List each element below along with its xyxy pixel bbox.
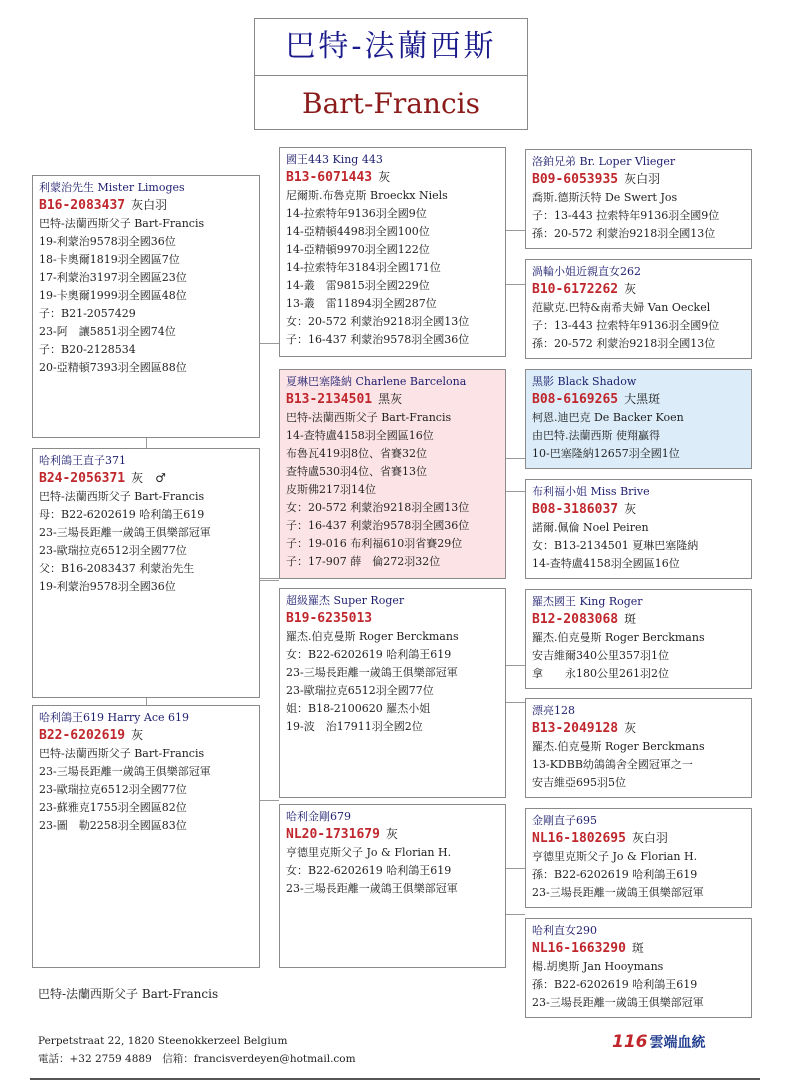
logo-text: 雲端血統 <box>649 1035 706 1051</box>
ring-number: B13-2049128 <box>532 721 619 736</box>
pedigree-card-ggp-7 <box>525 808 752 908</box>
bird-name: 夏琳巴塞隆納 Charlene Barcelona <box>286 375 467 388</box>
info-line: 14-亞精頓9970羽全國122位 <box>286 243 430 256</box>
ring-number: B08-6169265 <box>532 392 619 407</box>
info-line: 19-波 治17911羽全國2位 <box>286 720 423 733</box>
info-line: 19-利蒙治9578羽全國36位 <box>39 235 176 248</box>
ring-number: B13-2134501 <box>286 392 373 407</box>
info-line: 23-蘇雅克1755羽全國區82位 <box>39 801 187 814</box>
pedigree-card-gd-1 <box>279 369 506 579</box>
info-line: 女：B13-2134501 夏琳巴塞隆納 <box>532 539 699 552</box>
info-line: 楊.胡奧斯 Jan Hooymans <box>532 960 664 973</box>
info-line: 姐：B18-2100620 羅杰小姐 <box>286 702 431 715</box>
info-line: 19-卡奧爾1999羽全國區48位 <box>39 289 187 302</box>
info-line: 羅杰.伯克曼斯 Roger Berckmans <box>532 631 705 644</box>
bird-color: 灰 <box>131 728 144 742</box>
bird-name: 羅杰國王 King Roger <box>532 595 643 608</box>
info-line: 子：B20-2128534 <box>39 343 136 356</box>
info-line: 女：B22-6202619 哈利鴿王619 <box>286 864 452 877</box>
info-line: 14-查特盧4158羽全國區16位 <box>286 429 434 442</box>
bird-name: 洛鉑兄弟 Br. Loper Vlieger <box>532 155 676 168</box>
bird-name: 國王443 King 443 <box>286 153 383 166</box>
connector-line <box>505 702 525 703</box>
bird-name: 哈利金剛679 <box>286 810 351 823</box>
info-line: 尼爾斯.布魯克斯 Broeckx Niels <box>286 189 448 202</box>
bird-color: 黑灰 <box>378 392 403 406</box>
info-line: 14-查特盧4158羽全國區16位 <box>532 557 680 570</box>
info-line: 女：B22-6202619 哈利鴿王619 <box>286 648 452 661</box>
bottom-rule <box>30 1078 760 1080</box>
bird-name: 哈利鴿王619 Harry Ace 619 <box>39 711 189 724</box>
info-line: 女：20-572 利蒙治9218羽全國13位 <box>286 315 470 328</box>
ring-number: B22-6202619 <box>39 728 126 743</box>
connector-line <box>259 343 279 344</box>
bird-color: 灰 <box>624 721 637 735</box>
info-line: 23-三場長距離一歲鴿王俱樂部冠軍 <box>286 666 458 679</box>
info-line: 23-三場長距離一歲鴿王俱樂部冠軍 <box>286 882 458 895</box>
info-line: 喬斯.德斯沃特 De Swert Jos <box>532 191 678 204</box>
info-line: 亨德里克斯父子 Jo & Florian H. <box>532 850 698 863</box>
info-line: 14-拉索特年3184羽全國171位 <box>286 261 441 274</box>
info-line: 子：B21-2057429 <box>39 307 136 320</box>
ring-number: B19-6235013 <box>286 611 373 626</box>
contact-block <box>38 1032 356 1068</box>
info-line: 皮斯佛217羽14位 <box>286 483 376 496</box>
info-line: 由巴特.法蘭西斯 使翔贏得 <box>532 429 660 442</box>
info-line: 23-歐瑞拉克6512羽全國77位 <box>39 783 187 796</box>
connector-line <box>259 800 279 801</box>
info-line: 子：13-443 拉索特年9136羽全國9位 <box>532 319 720 332</box>
bird-color: 斑 <box>631 941 644 955</box>
info-line: 亨德里克斯父子 Jo & Florian H. <box>286 846 452 859</box>
info-line: 拿 永180公里261羽2位 <box>532 667 669 680</box>
logo-number: 116 <box>612 1032 648 1052</box>
bird-color: 灰白羽 <box>131 198 168 212</box>
info-line: 23-三場長距離一歲鴿王俱樂部冠軍 <box>39 526 211 539</box>
info-line: 查特盧530羽4位、省賽13位 <box>286 465 427 478</box>
pedigree-card-sire <box>32 175 260 438</box>
info-line: 子：16-437 利蒙治9578羽全國36位 <box>286 333 470 346</box>
owner-name: 巴特-法蘭西斯父子 Bart-Francis <box>38 987 219 1001</box>
pedigree-card-gs-2 <box>279 588 506 798</box>
bird-color: 大黑斑 <box>624 392 661 406</box>
pedigree-card-ggp-8 <box>525 918 752 1018</box>
pedigree-card-ggp-4 <box>525 479 752 579</box>
info-line: 23-三場長距離一歲鴿王俱樂部冠軍 <box>532 996 704 1009</box>
info-line: 13-叢 雷11894羽全國287位 <box>286 297 437 310</box>
info-line: 14-拉索特年9136羽全國9位 <box>286 207 427 220</box>
bird-color: 灰 <box>385 827 398 841</box>
info-line: 孫：20-572 利蒙治9218羽全國13位 <box>532 227 716 240</box>
info-line: 孫：20-572 利蒙治9218羽全國13位 <box>532 337 716 350</box>
pedigree-card-dam <box>32 705 260 968</box>
info-line: 23-圖 勒2258羽全國區83位 <box>39 819 187 832</box>
info-line: 孫：B22-6202619 哈利鴿王619 <box>532 868 698 881</box>
info-line: 諾爾.佩倫 Noel Peiren <box>532 521 649 534</box>
info-line: 23-三場長距離一歲鴿王俱樂部冠軍 <box>532 886 704 899</box>
title-english: Bart-Francis <box>302 87 480 120</box>
pedigree-card-gs-1 <box>279 147 506 357</box>
ring-number: B24-2056371 <box>39 471 126 486</box>
ring-number: NL16-1663290 <box>532 941 626 956</box>
info-line: 布魯瓦419羽8位、省賽32位 <box>286 447 427 460</box>
ring-number: NL16-1802695 <box>532 831 626 846</box>
bird-name: 哈利鴿王直子371 <box>39 454 126 467</box>
ring-number: B16-2083437 <box>39 198 126 213</box>
pedigree-card-subject <box>32 448 260 698</box>
info-line: 23-歐瑞拉克6512羽全國77位 <box>286 684 434 697</box>
connector-line <box>505 230 525 231</box>
bird-name: 哈利直女290 <box>532 924 597 937</box>
info-line: 巴特-法蘭西斯父子 Bart-Francis <box>39 490 205 503</box>
bird-color: 灰 <box>624 282 637 296</box>
connector-line <box>259 580 279 581</box>
info-line: 柯恩.迪巴克 De Backer Koen <box>532 411 684 424</box>
bird-name: 布利福小姐 Miss Brive <box>532 485 650 498</box>
info-line: 子：16-437 利蒙治9578羽全國36位 <box>286 519 470 532</box>
info-line: 女：20-572 利蒙治9218羽全國13位 <box>286 501 470 514</box>
info-line: 羅杰.伯克曼斯 Roger Berckmans <box>286 630 459 643</box>
info-line: 孫：B22-6202619 哈利鴿王619 <box>532 978 698 991</box>
bird-color: 斑 <box>624 612 637 626</box>
info-line: 19-利蒙治9578羽全國36位 <box>39 580 176 593</box>
bird-color: 灰白羽 <box>631 831 668 845</box>
info-line: 17-利蒙治3197羽全國區23位 <box>39 271 187 284</box>
title-chinese: 巴特-法蘭西斯 <box>255 19 527 76</box>
bird-color: 灰 <box>624 502 637 516</box>
info-line: 10-巴塞隆納12657羽全國1位 <box>532 447 680 460</box>
bird-name: 渦輪小姐近親直女262 <box>532 265 641 278</box>
connector-line <box>259 578 279 579</box>
info-line: 范歐克.巴特&南希夫婦 Van Oeckel <box>532 301 711 314</box>
bird-color: 灰 ♂ <box>131 471 166 485</box>
bird-color: 灰白羽 <box>624 172 661 186</box>
bird-color: 灰 <box>378 170 391 184</box>
info-line: 14-亞精頓4498羽全國100位 <box>286 225 430 238</box>
logo <box>612 1032 706 1052</box>
info-line: 子：17-907 薛 倫272羽32位 <box>286 555 441 568</box>
info-line: 子：19-016 布利福610羽省賽29位 <box>286 537 463 550</box>
ring-number: B12-2083068 <box>532 612 619 627</box>
pedigree-card-gd-2 <box>279 804 506 968</box>
bird-name: 黑影 Black Shadow <box>532 375 637 388</box>
connector-line <box>505 491 525 492</box>
info-line: 23-阿 讓5851羽全國74位 <box>39 325 176 338</box>
bird-name: 金剛直子695 <box>532 814 597 827</box>
ring-number: B13-6071443 <box>286 170 373 185</box>
pedigree-card-ggp-3 <box>525 369 752 469</box>
address: Perpetstraat 22, 1820 Steenokkerzeel Belgium <box>38 1035 288 1047</box>
info-line: 母：B22-6202619 哈利鴿王619 <box>39 508 205 521</box>
info-line: 巴特-法蘭西斯父子 Bart-Francis <box>286 411 452 424</box>
info-line: 羅杰.伯克曼斯 Roger Berckmans <box>532 740 705 753</box>
connector-line <box>505 665 525 666</box>
info-line: 父：B16-2083437 利蒙治先生 <box>39 562 195 575</box>
contact-info: 電話：+32 2759 4889 信箱：francisverdeyen@hotmail.com <box>38 1053 356 1065</box>
info-line: 23-歐瑞拉克6512羽全國77位 <box>39 544 187 557</box>
title-box <box>254 18 528 130</box>
pedigree-card-ggp-2 <box>525 259 752 359</box>
info-line: 14-叢 雷9815羽全國229位 <box>286 279 430 292</box>
pedigree-card-ggp-6 <box>525 698 752 798</box>
ring-number: B09-6053935 <box>532 172 619 187</box>
bird-name: 漂亮128 <box>532 704 575 717</box>
bird-name: 利蒙治先生 Mister Limoges <box>39 181 185 194</box>
info-line: 23-三場長距離一歲鴿王俱樂部冠軍 <box>39 765 211 778</box>
info-line: 20-亞精頓7393羽全國區88位 <box>39 361 187 374</box>
connector-line <box>505 458 525 459</box>
ring-number: B08-3186037 <box>532 502 619 517</box>
pedigree-card-ggp-1 <box>525 149 752 249</box>
info-line: 18-卡奧爾1819羽全國區7位 <box>39 253 180 266</box>
info-line: 安吉維爾340公里357羽1位 <box>532 649 669 662</box>
info-line: 安吉維亞695羽5位 <box>532 776 626 789</box>
ring-number: NL20-1731679 <box>286 827 380 842</box>
info-line: 巴特-法蘭西斯父子 Bart-Francis <box>39 747 205 760</box>
connector-line <box>505 914 525 915</box>
connector-line <box>505 284 525 285</box>
info-line: 13-KDBB幼鴿鴿舍全國冠軍之一 <box>532 758 693 771</box>
pedigree-card-ggp-5 <box>525 589 752 689</box>
connector-line <box>505 868 525 869</box>
bird-name: 超級羅杰 Super Roger <box>286 594 405 607</box>
ring-number: B10-6172262 <box>532 282 619 297</box>
info-line: 巴特-法蘭西斯父子 Bart-Francis <box>39 217 205 230</box>
info-line: 子：13-443 拉索特年9136羽全國9位 <box>532 209 720 222</box>
